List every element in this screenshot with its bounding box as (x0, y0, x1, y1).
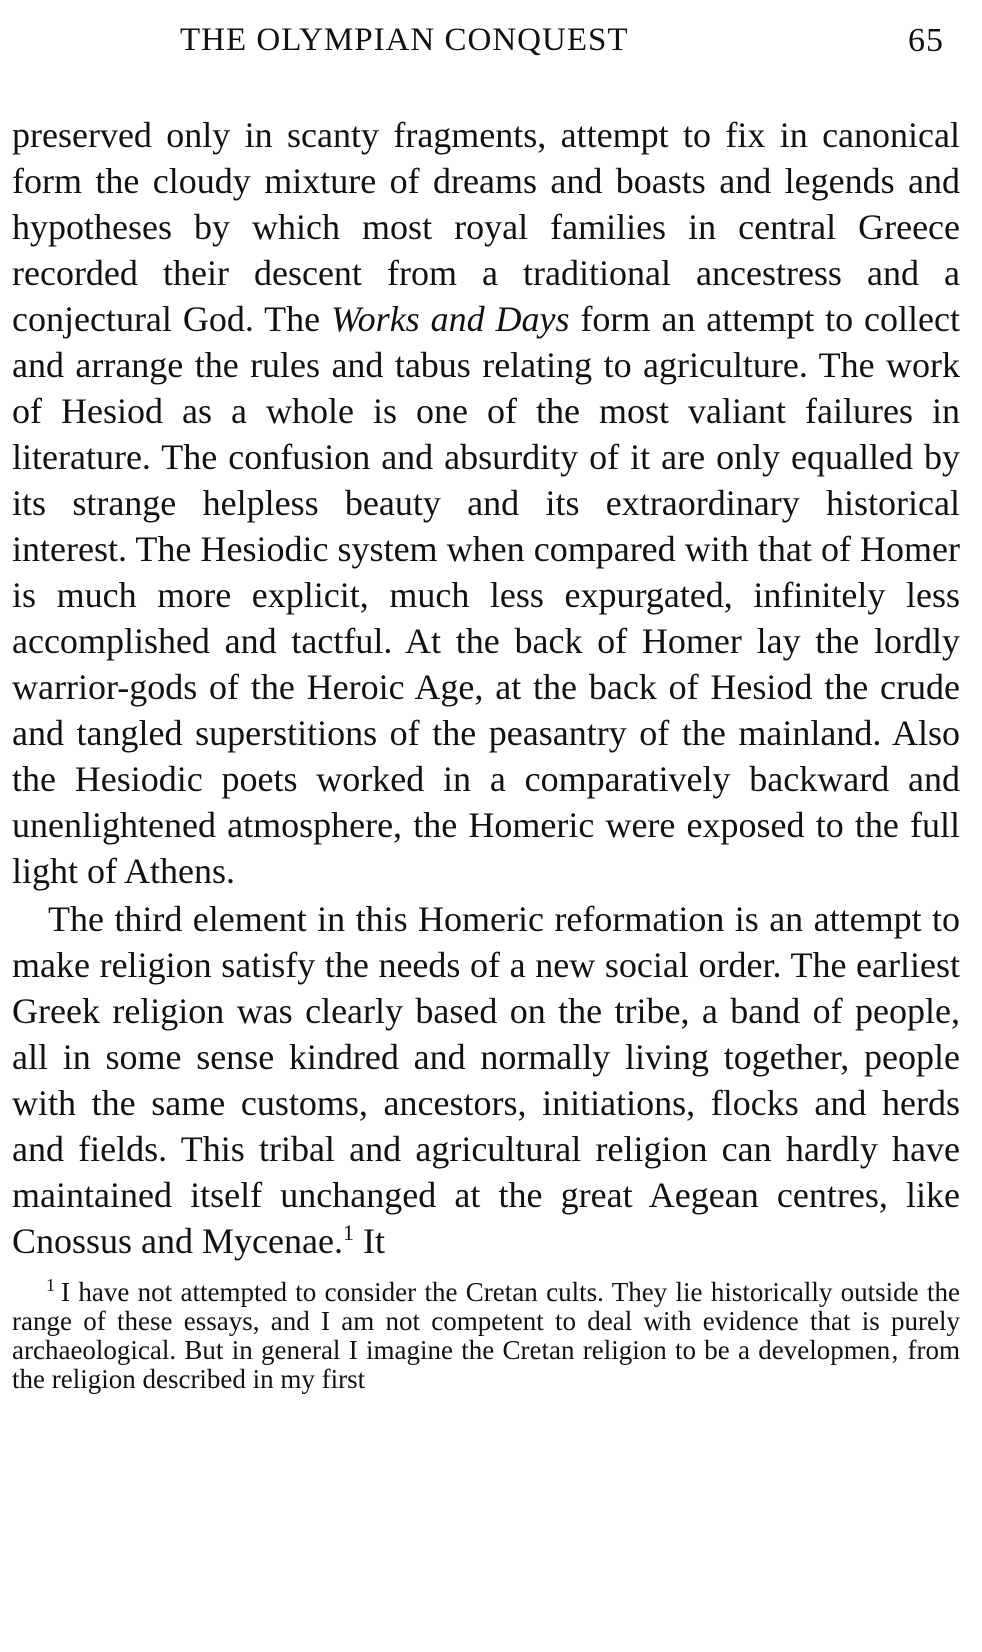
running-head (12, 18, 960, 68)
paragraph-2-tail: It (353, 1221, 385, 1261)
book-page (12, 18, 960, 1638)
paragraph-1 (12, 112, 960, 894)
paragraph-2 (12, 896, 960, 1264)
book-title-works-and-days: Works and Days (331, 299, 570, 339)
page-number: 65 (908, 22, 944, 59)
footnote-mark: 1 (46, 1275, 55, 1295)
running-title: THE OLYMPIAN CONQUEST (180, 22, 629, 58)
footnote-text: I have not attempted to consider the Cretan cults. They lie historically outside the range of these essays, and I am not competent to deal with evidence that is purely archaeological. But in general I imagine the Cretan religion to be a developmen‚ from the religion described in my first (12, 1277, 960, 1394)
body-text (12, 112, 960, 1264)
footnote-reference: 1 (342, 1220, 354, 1245)
paragraph-1-text-a: preserved only in scanty fragments, attempt to fix in canonical form the cloudy mixture of dreams and boasts and legends and hypotheses by which most royal families in central Greece recorded their descent from a traditional ancestress and a conjectural God. The (12, 115, 960, 339)
footnote (12, 1275, 960, 1394)
paragraph-2-text: The third element in this Homeric reformation is an attempt to make religion satisfy the needs of a new social order. The earliest Greek religion was clearly based on the tribe, a band of people, all in some sense kindred and normally living together, people with the same customs, ancestors, initiations, flocks and herds and fields. This tribal and agricultural religion can hardly have maintained itself unchanged at the great Aegean centres, like Cnossus and Mycenae. (12, 899, 960, 1261)
paragraph-1-text-b: form an attempt to collect and arrange the rules and tabus relating to agriculture. The work of Hesiod as a whole is one of the most valiant failures in literature. The confusion and absurdity of it are only equalled by its strange helpless beauty and its extraordinary historical interest. The Hesiodic system when compared with that of Homer is much more explicit, much less expurgated, infinitely less accomplished and tactful. At the back of Homer lay the lordly warrior-gods of the Heroic Age, at the back of Hesiod the crude and tangled superstitions of the peasantry of the mainland. Also the Hesiodic poets worked in a comparatively backward and unenlightened atmosphere, the Homeric were exposed to the full light of Athens. (12, 299, 960, 891)
